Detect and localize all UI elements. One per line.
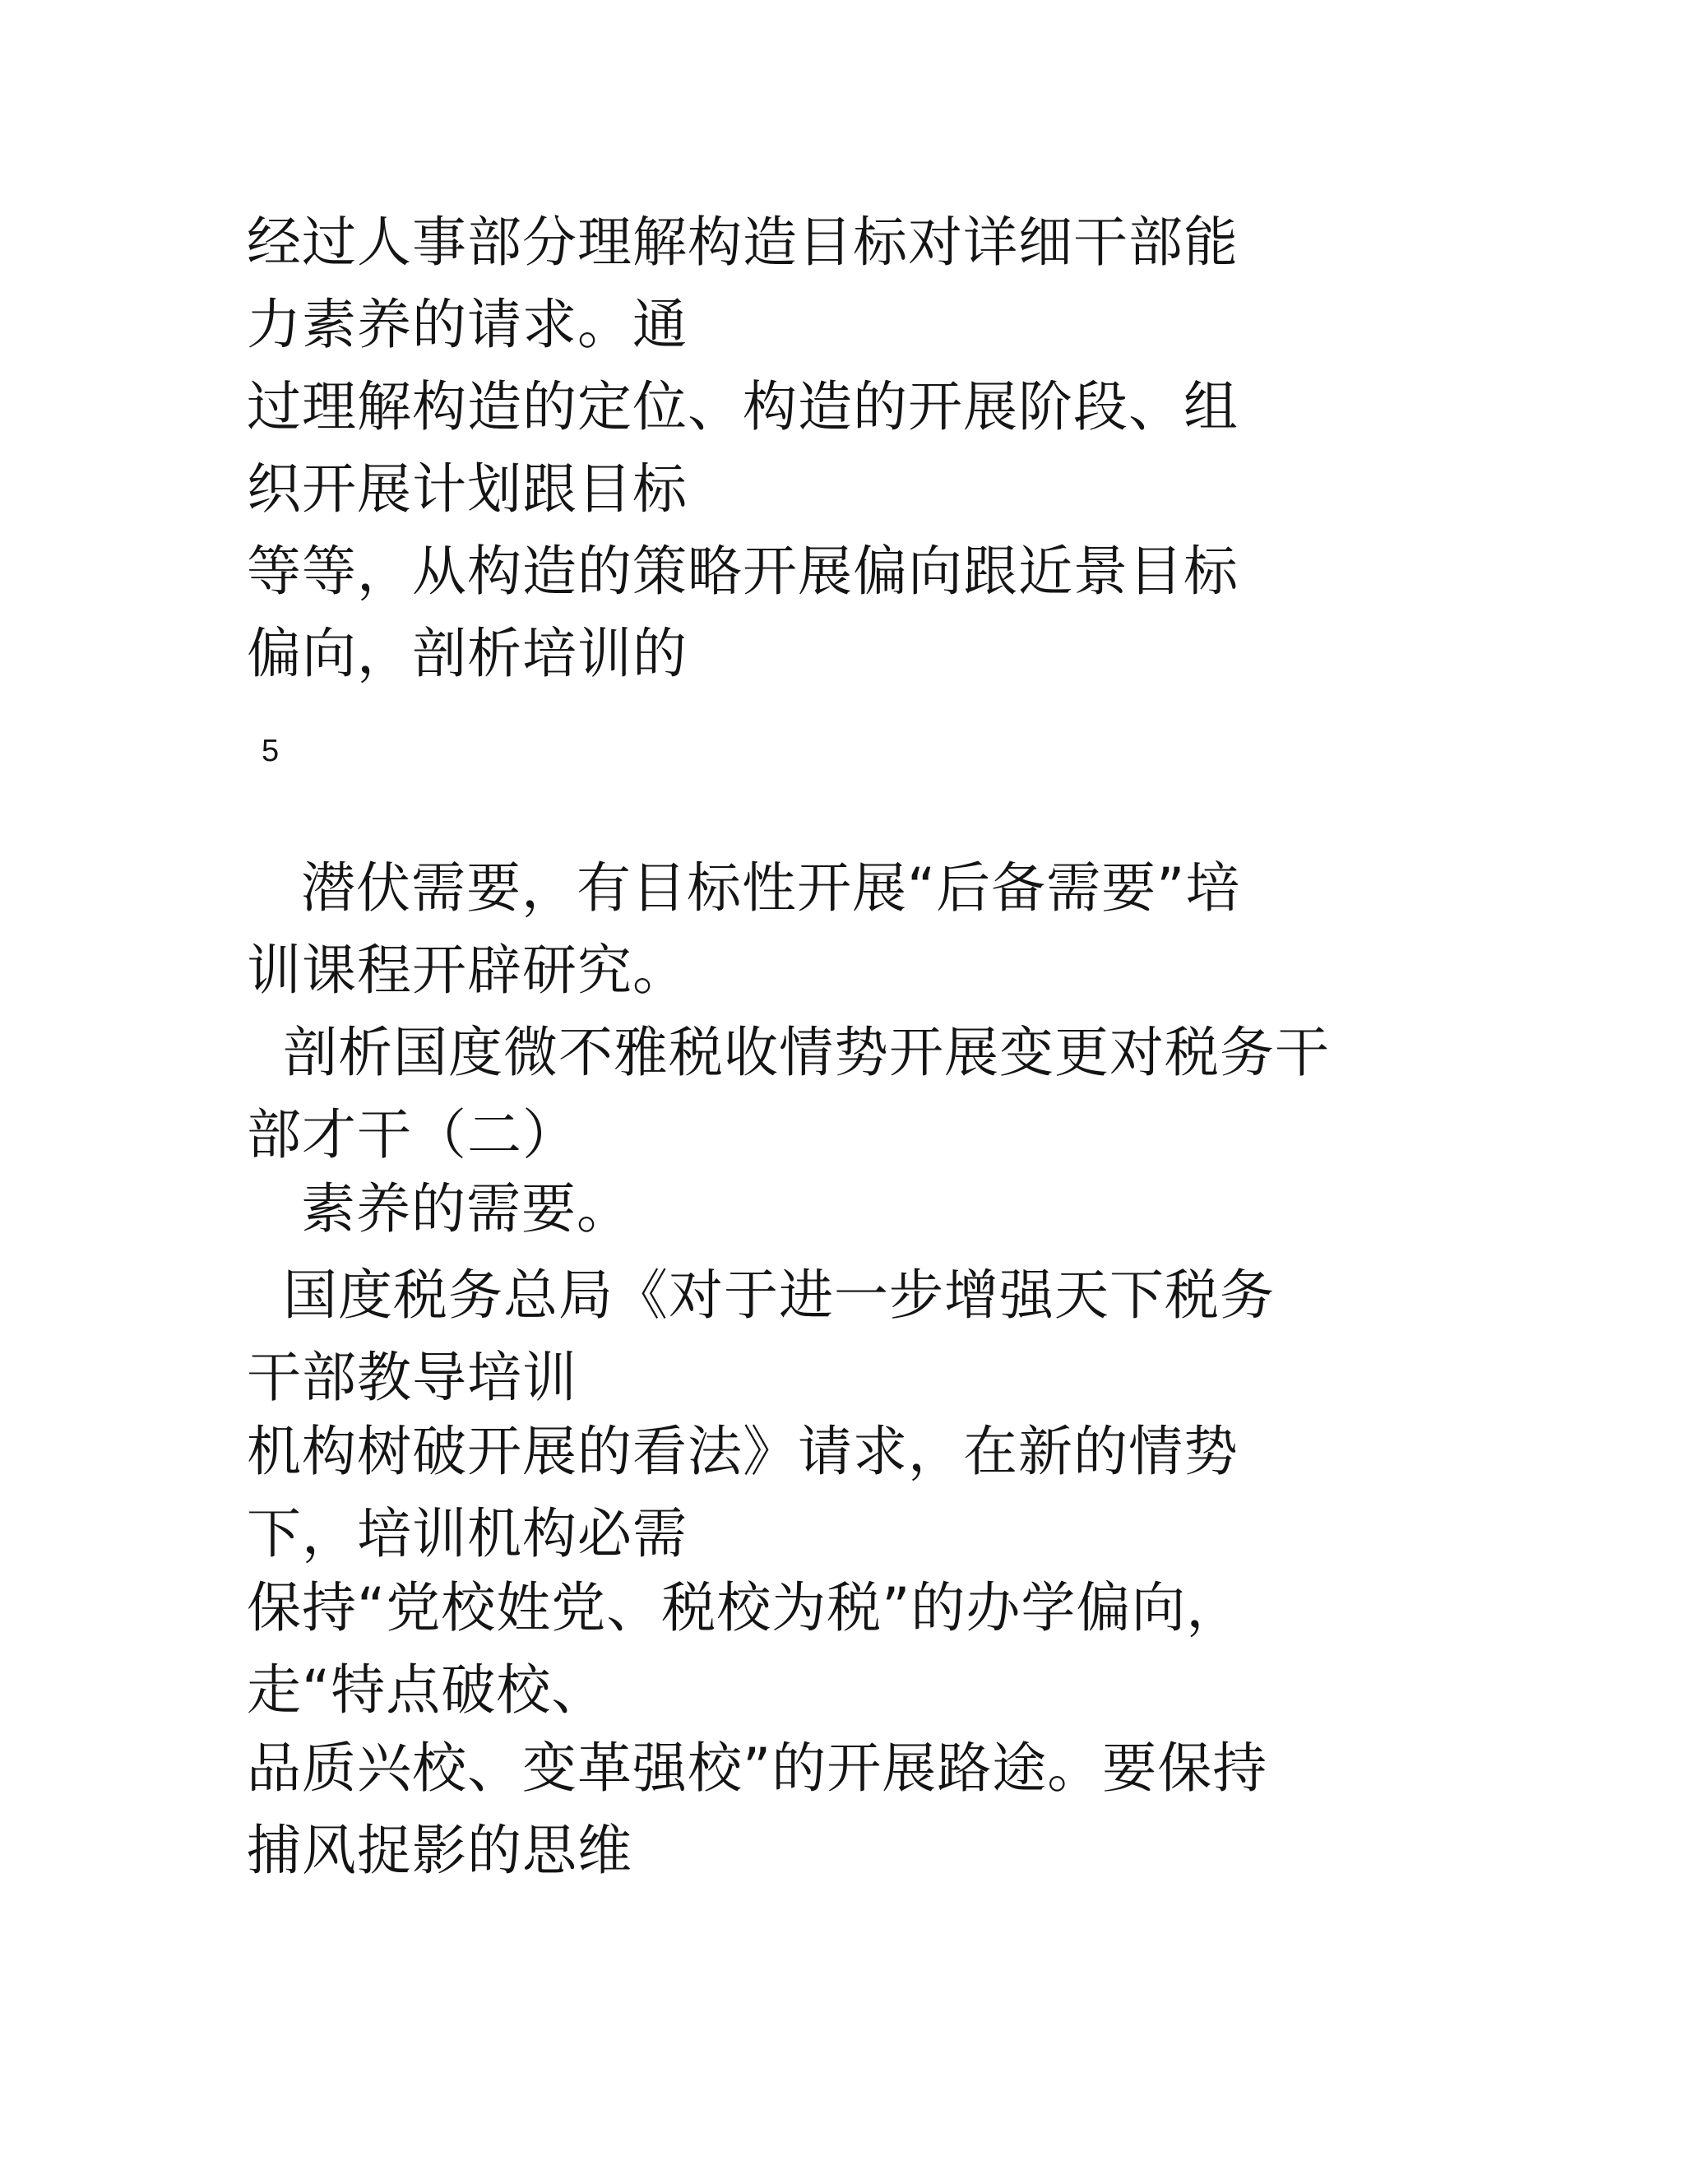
text-line: 等等，从构造的策略开展偏向跟近景目标 — [247, 540, 1239, 603]
text-line: 训课程开辟研究。 — [247, 939, 688, 1002]
text-line: 潜伏需要，有目标性开展“后备需要”培 — [247, 856, 1241, 920]
paragraph-4 — [247, 847, 1240, 1012]
text-line: 织开展计划跟目标 — [247, 457, 688, 521]
text-line: 国度税务总局《对于进一步增强天下税务 — [247, 1264, 1275, 1327]
paragraph-9 — [247, 1567, 1241, 1732]
text-line: 走“特点破校、 — [247, 1658, 607, 1722]
paragraph-5 — [247, 1012, 1330, 1176]
text-line: 下，培训机构必需 — [247, 1502, 688, 1565]
text-line: 部才干（二） — [247, 1103, 577, 1166]
text-line: 剖析国度微不雅税收情势开展变更对税务干 — [247, 1021, 1330, 1084]
text-line: 经过人事部分理解构造目标对详细干部能 — [247, 211, 1239, 274]
text-line: 偏向，剖析培训的 — [247, 622, 688, 685]
text-line: 机构树破开展的看法》请求，在新的情势 — [247, 1420, 1239, 1483]
text-line: 过理解构造的定位、构造的开展阶段、组 — [247, 375, 1239, 438]
text-line: 保持“党校姓党、税校为税”的办学偏向， — [247, 1576, 1242, 1639]
paragraph-1 — [247, 202, 1239, 366]
text-line: 素养的需要。 — [247, 1177, 632, 1240]
text-line: 力素养的请求。通 — [247, 293, 688, 356]
page-number: 5 — [262, 734, 280, 768]
paragraph-6 — [247, 1168, 632, 1250]
text-line: 捕风捉影的思维 — [247, 1819, 632, 1882]
paragraph-10 — [247, 1727, 1267, 1892]
paragraph-2 — [247, 366, 1239, 531]
paragraph-7 — [247, 1254, 1275, 1419]
paragraph-3 — [247, 531, 1239, 695]
text-line: 干部教导培训 — [247, 1346, 577, 1409]
text-line: 品质兴校、变革强校”的开展路途。要保持 — [247, 1737, 1268, 1800]
paragraph-8 — [247, 1411, 1239, 1575]
